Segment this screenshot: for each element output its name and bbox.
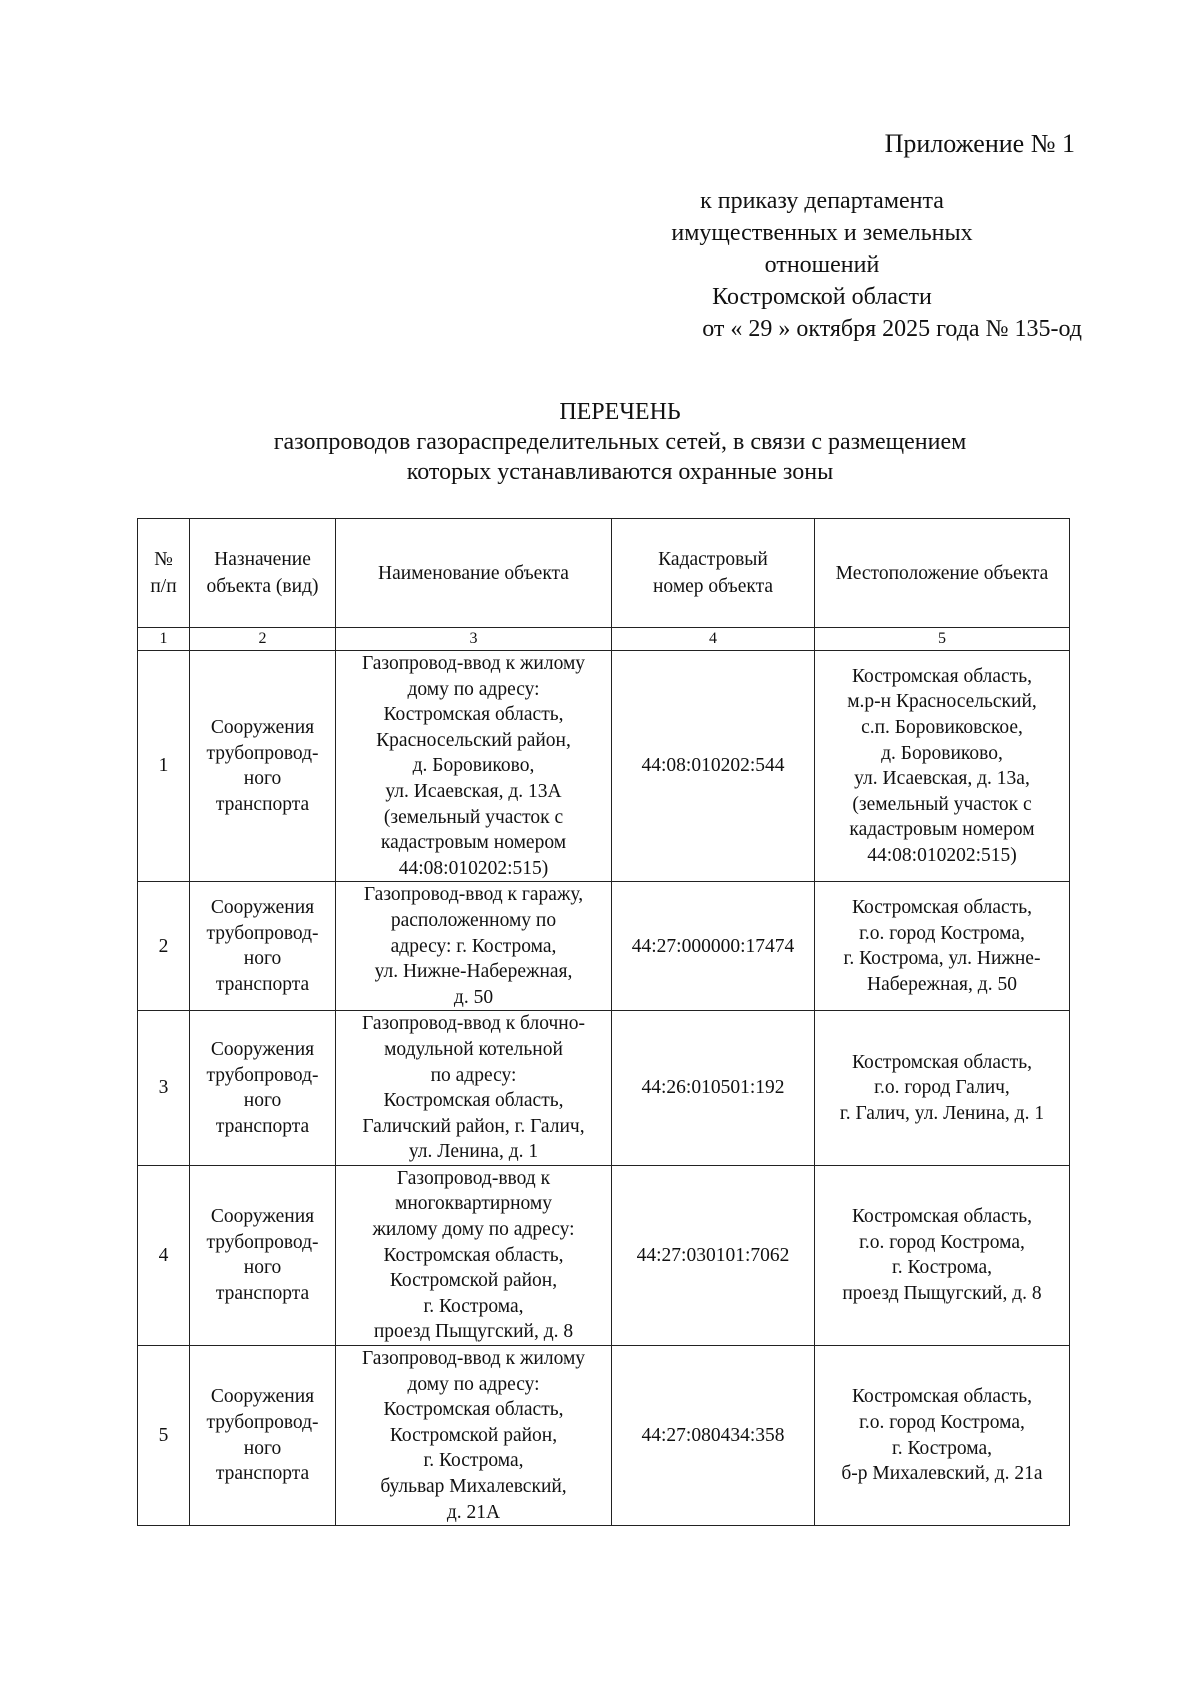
object-name-line: д. Боровиково, bbox=[412, 755, 535, 777]
column-header-cadastral: Кадастровый номер объекта bbox=[612, 519, 815, 628]
object-name-line: Костромская область, bbox=[383, 1244, 564, 1266]
object-purpose-line: ного bbox=[243, 1257, 282, 1279]
order-line: имущественных и земельных bbox=[671, 220, 973, 246]
cadastral-number: 44:27:030101:7062 bbox=[612, 1165, 815, 1345]
object-name-line: по адресу: bbox=[430, 1064, 517, 1086]
table-row bbox=[138, 651, 1070, 882]
object-purpose bbox=[190, 1346, 336, 1526]
table-row bbox=[138, 1165, 1070, 1345]
column-index: 5 bbox=[815, 628, 1070, 651]
object-location-line: г. Кострома, ул. Нижне- bbox=[843, 948, 1041, 970]
object-location-line: д. Боровиково, bbox=[881, 742, 1003, 764]
order-line: к приказу департамента bbox=[700, 188, 944, 214]
object-name-line: Костромская область, bbox=[383, 1399, 564, 1421]
object-purpose-line: транспорта bbox=[215, 1283, 310, 1305]
list-title: ПЕРЕЧЕНЬ bbox=[559, 399, 681, 425]
object-location-line: г. Кострома, bbox=[891, 1257, 993, 1279]
object-purpose-line: транспорта bbox=[215, 973, 310, 995]
object-purpose-line: ного bbox=[243, 1090, 282, 1112]
table-row bbox=[138, 1346, 1070, 1526]
object-location-line: г.о. город Кострома, bbox=[859, 1231, 1025, 1253]
object-location-line: Костромская область, bbox=[851, 1206, 1032, 1228]
object-name-line: кадастровым номером bbox=[380, 832, 567, 854]
object-location bbox=[815, 882, 1070, 1011]
row-number: 3 bbox=[138, 1011, 190, 1166]
object-name-line: Газопровод-ввод к bbox=[396, 1167, 551, 1189]
object-purpose-line: ного bbox=[243, 768, 282, 790]
order-line: Костромской области bbox=[712, 284, 932, 310]
object-name-line: ул. Ленина, д. 1 bbox=[408, 1141, 539, 1163]
object-name-line: проезд Пыщугский, д. 8 bbox=[373, 1321, 574, 1343]
object-purpose-line: трубопровод- bbox=[206, 1412, 319, 1434]
object-name-line: жилому дому по адресу: bbox=[372, 1219, 575, 1241]
object-name-line: Костромской район, bbox=[389, 1424, 558, 1446]
table-header-row bbox=[138, 519, 1070, 628]
row-number: 4 bbox=[138, 1165, 190, 1345]
row-number: 1 bbox=[138, 651, 190, 882]
column-header-purpose: Назначение объекта (вид) bbox=[190, 519, 336, 628]
object-name bbox=[336, 1011, 612, 1166]
object-purpose-line: трубопровод- bbox=[206, 742, 319, 764]
object-location-line: Костромская область, bbox=[851, 665, 1032, 687]
object-location-line: г. Галич, ул. Ленина, д. 1 bbox=[839, 1102, 1045, 1124]
object-purpose-line: ного bbox=[243, 948, 282, 970]
list-subtitle: которых устанавливаются охранные зоны bbox=[406, 459, 834, 485]
cadastral-number: 44:08:010202:544 bbox=[612, 651, 815, 882]
order-reference bbox=[562, 185, 1082, 345]
object-purpose-line: ного bbox=[243, 1437, 282, 1459]
column-header-number: № п/п bbox=[138, 519, 190, 628]
table-body bbox=[138, 651, 1070, 1526]
object-purpose-line: трубопровод- bbox=[206, 922, 319, 944]
object-name-line: д. 50 bbox=[453, 986, 494, 1008]
object-location bbox=[815, 1165, 1070, 1345]
object-name-line: Костромской район, bbox=[389, 1270, 558, 1292]
object-name bbox=[336, 1346, 612, 1526]
list-subtitle: газопроводов газораспределительных сетей, в связи с размещением bbox=[273, 429, 967, 455]
object-location-line: б-р Михалевский, д. 21а bbox=[841, 1463, 1043, 1485]
object-purpose-line: трубопровод- bbox=[206, 1064, 319, 1086]
object-name bbox=[336, 882, 612, 1011]
object-name-line: Газопровод-ввод к блочно- bbox=[362, 1013, 585, 1035]
object-location bbox=[815, 1011, 1070, 1166]
object-location-line: Костромская область, bbox=[851, 1051, 1032, 1073]
row-number: 5 bbox=[138, 1346, 190, 1526]
object-location bbox=[815, 1346, 1070, 1526]
column-header-name: Наименование объекта bbox=[336, 519, 612, 628]
column-index: 4 bbox=[612, 628, 815, 651]
cadastral-number: 44:27:080434:358 bbox=[612, 1346, 815, 1526]
object-location-line: г. Кострома, bbox=[891, 1437, 993, 1459]
object-purpose-line: Сооружения bbox=[210, 1386, 315, 1408]
object-name-line: бульвар Михалевский, bbox=[380, 1476, 567, 1497]
cadastral-number: 44:27:000000:17474 bbox=[612, 882, 815, 1011]
object-purpose bbox=[190, 1165, 336, 1345]
object-location-line: (земельный участок с bbox=[852, 793, 1032, 815]
object-name-line: ул. Нижне-Набережная, bbox=[374, 961, 573, 983]
object-name-line: (земельный участок с bbox=[383, 806, 564, 828]
object-name-line: многоквартирному bbox=[395, 1193, 552, 1215]
object-location-line: Набережная, д. 50 bbox=[867, 973, 1017, 995]
column-header-location: Местоположение объекта bbox=[815, 519, 1070, 628]
object-name-line: расположенному по bbox=[390, 909, 557, 931]
object-name-line: Газопровод-ввод к жилому bbox=[361, 653, 586, 674]
object-name-line: Красносельский район, bbox=[376, 729, 571, 751]
object-location-line: м.р-н Красносельский, bbox=[847, 691, 1037, 713]
object-location-line: с.п. Боровиковское, bbox=[861, 716, 1023, 738]
object-name bbox=[336, 1165, 612, 1345]
object-location bbox=[815, 651, 1070, 882]
object-purpose bbox=[190, 882, 336, 1011]
row-number: 2 bbox=[138, 882, 190, 1011]
object-name-line: Галичский район, г. Галич, bbox=[362, 1115, 585, 1137]
object-location-line: кадастровым номером bbox=[849, 819, 1035, 841]
column-index-row bbox=[138, 628, 1070, 651]
object-purpose-line: трубопровод- bbox=[206, 1231, 319, 1253]
table-row bbox=[138, 882, 1070, 1011]
object-name-line: дому по адресу: bbox=[407, 678, 540, 700]
object-name-line: адресу: г. Кострома, bbox=[390, 935, 557, 957]
object-location-line: 44:08:010202:515) bbox=[867, 844, 1017, 866]
object-name-line: г. Кострома, bbox=[423, 1295, 524, 1317]
cadastral-number: 44:26:010501:192 bbox=[612, 1011, 815, 1166]
list-heading bbox=[140, 397, 1100, 487]
column-index: 2 bbox=[190, 628, 336, 651]
object-name-line: Костромская область, bbox=[383, 1090, 564, 1112]
object-name-line: г. Кострома, bbox=[423, 1450, 524, 1472]
object-name-line: Костромская область, bbox=[383, 704, 564, 726]
object-purpose-line: Сооружения bbox=[210, 1038, 315, 1060]
column-index: 1 bbox=[138, 628, 190, 651]
object-location-line: г.о. город Кострома, bbox=[859, 1412, 1025, 1434]
object-name-line: модульной котельной bbox=[384, 1038, 563, 1060]
object-location-line: Костромская область, bbox=[851, 1386, 1032, 1408]
object-name bbox=[336, 651, 612, 882]
object-purpose-line: транспорта bbox=[215, 1463, 310, 1485]
object-name-line: 44:08:010202:515) bbox=[398, 857, 549, 879]
object-location-line: г.о. город Галич, bbox=[874, 1077, 1010, 1099]
object-location-line: проезд Пыщугский, д. 8 bbox=[842, 1283, 1042, 1305]
order-line: отношений bbox=[764, 252, 880, 278]
object-name-line: Газопровод-ввод к жилому bbox=[361, 1348, 586, 1370]
appendix-label: Приложение № 1 bbox=[884, 129, 1075, 158]
object-purpose-line: Сооружения bbox=[210, 897, 315, 919]
object-purpose bbox=[190, 651, 336, 882]
object-location-line: г.о. город Кострома, bbox=[859, 922, 1025, 944]
object-name-line: ул. Исаевская, д. 13А bbox=[385, 780, 562, 802]
object-location-line: Костромская область, bbox=[851, 897, 1032, 919]
table-row bbox=[138, 1011, 1070, 1166]
object-name-line: Газопровод-ввод к гаражу, bbox=[363, 884, 584, 906]
order-date: от « 29 » октября 2025 года № 135-од bbox=[702, 316, 1082, 342]
object-purpose-line: Сооружения bbox=[210, 1206, 315, 1228]
gas-pipeline-table bbox=[137, 518, 1070, 1526]
object-location-line: ул. Исаевская, д. 13а, bbox=[854, 768, 1030, 790]
object-purpose-line: транспорта bbox=[215, 1115, 310, 1137]
column-index: 3 bbox=[336, 628, 612, 651]
object-purpose-line: транспорта bbox=[215, 793, 310, 815]
object-purpose bbox=[190, 1011, 336, 1166]
object-name-line: д. 21А bbox=[446, 1501, 501, 1523]
object-purpose-line: Сооружения bbox=[210, 716, 315, 738]
object-name-line: дому по адресу: bbox=[407, 1373, 540, 1395]
